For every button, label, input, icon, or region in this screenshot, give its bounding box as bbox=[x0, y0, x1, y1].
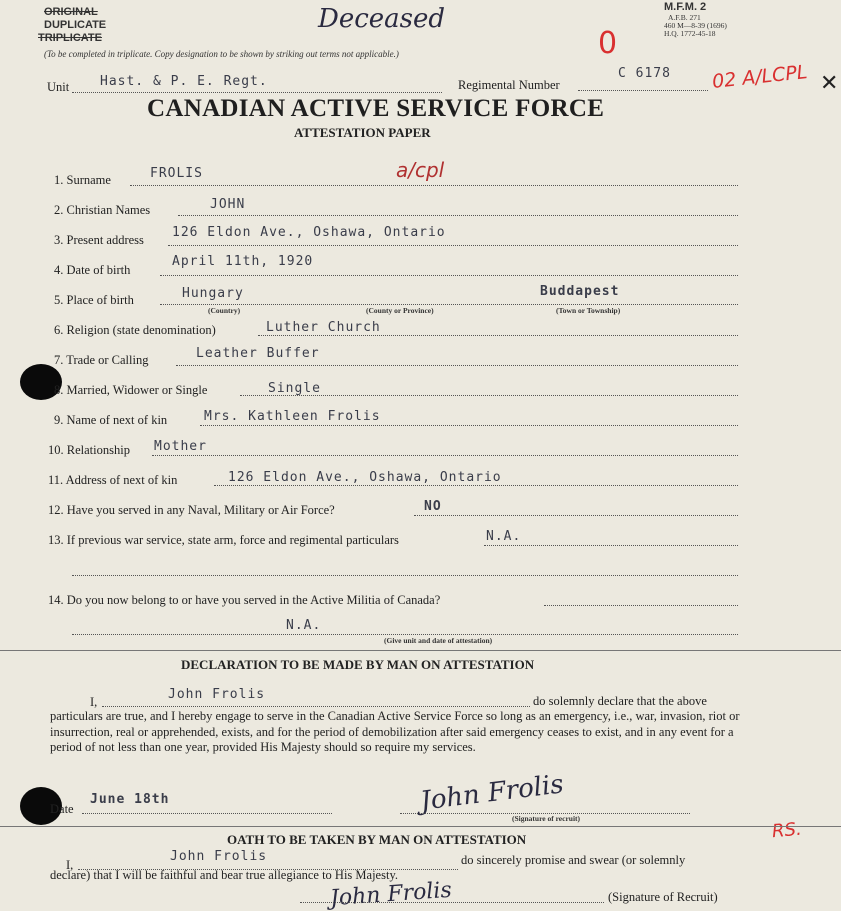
oath-signature-caption: (Signature of Recruit) bbox=[608, 890, 718, 904]
red-initials: RS. bbox=[771, 818, 803, 843]
declaration-signature: John Frolis bbox=[418, 769, 566, 817]
field-4-number: 4. bbox=[54, 263, 64, 277]
field-6-label: Religion (state denomination) bbox=[66, 323, 216, 337]
field-13-label: If previous war service, state arm, force and regimental particulars bbox=[66, 533, 399, 547]
field-1-label: Surname bbox=[66, 173, 111, 187]
field-14-label: Do you now belong to or have you served in the Active Militia of Canada? bbox=[66, 593, 441, 607]
declaration-text-a: do solemnly declare that the above bbox=[533, 694, 707, 708]
date-of-birth-value: April 11th, 1920 bbox=[172, 254, 314, 269]
field-6-number: 6. bbox=[54, 323, 64, 337]
field-7-label: Trade or Calling bbox=[66, 353, 149, 367]
copy-original-label: ORIGINAL bbox=[44, 6, 98, 18]
copy-original bbox=[44, 6, 98, 18]
field-11 bbox=[48, 473, 177, 488]
oath-i: I, bbox=[66, 858, 74, 872]
caption-unit-date: (Give unit and date of attestation) bbox=[384, 636, 493, 645]
field-4 bbox=[54, 263, 130, 278]
unit-label: Unit bbox=[47, 80, 70, 94]
declaration-date-value: June 18th bbox=[90, 792, 170, 807]
declaration-text: particulars are true, and I hereby engage to serve in the Canadian Active Service Force so long as an emergency, i.e., war, invasion, riot or insurrection, real or apprehended, exists, and for the period of demobilization after said emergency ceases to exist, and in any event for a period of not less than one year, provided His Majesty should so require my services. bbox=[50, 709, 740, 754]
field-11-number: 11. bbox=[48, 473, 64, 487]
field-13 bbox=[48, 533, 399, 548]
field-3 bbox=[54, 233, 144, 248]
corner-mark: ✕ bbox=[820, 70, 839, 95]
oath-text-b: declare) that I will be faithful and bear true allegiance to His Majesty. bbox=[50, 868, 399, 882]
field-12-label: Have you served in any Naval, Military or Air Force? bbox=[66, 503, 335, 517]
form-title: CANADIAN ACTIVE SERVICE FORCE bbox=[147, 95, 605, 122]
form-line-2: 460 M—8-39 (1696) bbox=[664, 21, 727, 30]
caption-county: (County or Province) bbox=[366, 306, 434, 315]
religion-value: Luther Church bbox=[266, 320, 381, 335]
active-militia-value: N.A. bbox=[286, 618, 322, 633]
field-2-number: 2. bbox=[54, 203, 64, 217]
previous-war-service-value: N.A. bbox=[486, 529, 522, 544]
unit-value: Hast. & P. E. Regt. bbox=[100, 74, 268, 89]
red-rank-note: 02 A/LCPL bbox=[711, 61, 809, 93]
field-12-number: 12. bbox=[48, 503, 64, 517]
field-9-number: 9. bbox=[54, 413, 64, 427]
field-3-label: Present address bbox=[66, 233, 144, 247]
copy-duplicate bbox=[44, 19, 106, 31]
trade-value: Leather Buffer bbox=[196, 346, 320, 361]
field-2 bbox=[54, 203, 150, 218]
field-7-number: 7. bbox=[54, 353, 64, 367]
oath-heading: OATH TO BE TAKEN BY MAN ON ATTESTATION bbox=[227, 832, 527, 847]
surname-value: FROLIS bbox=[150, 166, 203, 181]
field-12 bbox=[48, 503, 335, 518]
field-2-label: Christian Names bbox=[66, 203, 151, 217]
oath-text-a: do sincerely promise and swear (or solemnly bbox=[461, 853, 686, 867]
section-divider-1 bbox=[0, 650, 841, 651]
field-5-number: 5. bbox=[54, 293, 64, 307]
section-divider-2 bbox=[0, 826, 841, 827]
oath-name: John Frolis bbox=[170, 849, 268, 864]
field-1 bbox=[54, 173, 111, 188]
field-14 bbox=[48, 593, 440, 608]
form-line-1: A.F.B. 271 bbox=[668, 13, 701, 22]
form-subtitle: ATTESTATION PAPER bbox=[294, 125, 431, 140]
form-number: M.F.M. 2 bbox=[664, 1, 707, 13]
field-8-label: Married, Widower or Single bbox=[66, 383, 208, 397]
field-7 bbox=[54, 353, 148, 368]
declaration-i: I, bbox=[90, 695, 98, 709]
regimental-number-label: Regimental Number bbox=[458, 78, 560, 92]
caption-country: (Country) bbox=[208, 306, 241, 315]
form-line-3: H.Q. 1772-45-18 bbox=[664, 29, 716, 38]
field-4-label: Date of birth bbox=[66, 263, 131, 277]
declaration-name: John Frolis bbox=[168, 687, 266, 702]
field-5-label: Place of birth bbox=[66, 293, 134, 307]
prior-service-value: NO bbox=[424, 499, 442, 514]
place-of-birth-town: Buddapest bbox=[540, 284, 620, 299]
red-zero-mark: 0 bbox=[598, 26, 618, 61]
field-11-label: Address of next of kin bbox=[65, 473, 178, 487]
field-10-number: 10. bbox=[48, 443, 64, 457]
oath-signature: John Frolis bbox=[329, 877, 453, 911]
declaration-signature-caption: (Signature of recruit) bbox=[512, 814, 581, 823]
relationship-value: Mother bbox=[154, 439, 207, 454]
next-of-kin-value: Mrs. Kathleen Frolis bbox=[204, 409, 381, 424]
field-1-number: 1. bbox=[54, 173, 64, 187]
deceased-note: Deceased bbox=[318, 4, 446, 34]
field-9 bbox=[54, 413, 167, 428]
field-14-number: 14. bbox=[48, 593, 64, 607]
copy-triplicate-label: TRIPLICATE bbox=[38, 32, 102, 44]
field-10-label: Relationship bbox=[66, 443, 130, 457]
marital-status-value: Single bbox=[268, 381, 321, 396]
field-10 bbox=[48, 443, 130, 458]
caption-town: (Town or Township) bbox=[556, 306, 621, 315]
field-13-number: 13. bbox=[48, 533, 64, 547]
place-of-birth-country: Hungary bbox=[182, 286, 244, 301]
surname-rank-note: a/cpl bbox=[396, 158, 445, 182]
field-8-number: 8. bbox=[54, 383, 64, 397]
field-5 bbox=[54, 293, 134, 308]
next-of-kin-address-value: 126 Eldon Ave., Oshawa, Ontario bbox=[228, 470, 502, 485]
field-3-number: 3. bbox=[54, 233, 64, 247]
field-9-label: Name of next of kin bbox=[66, 413, 168, 427]
declaration-date-label: Date bbox=[50, 802, 74, 816]
regimental-number-value: C 6178 bbox=[618, 66, 671, 81]
copy-duplicate-label: DUPLICATE bbox=[44, 19, 107, 31]
copy-triplicate bbox=[38, 32, 102, 44]
instruction-text: (To be completed in triplicate. Copy designation to be shown by striking out terms not applicable.) bbox=[44, 49, 399, 59]
field-6 bbox=[54, 323, 216, 338]
christian-names-value: JOHN bbox=[210, 197, 246, 212]
declaration-heading: DECLARATION TO BE MADE BY MAN ON ATTESTATION bbox=[181, 657, 535, 672]
present-address-value: 126 Eldon Ave., Oshawa, Ontario bbox=[172, 225, 446, 240]
field-8 bbox=[54, 383, 207, 398]
